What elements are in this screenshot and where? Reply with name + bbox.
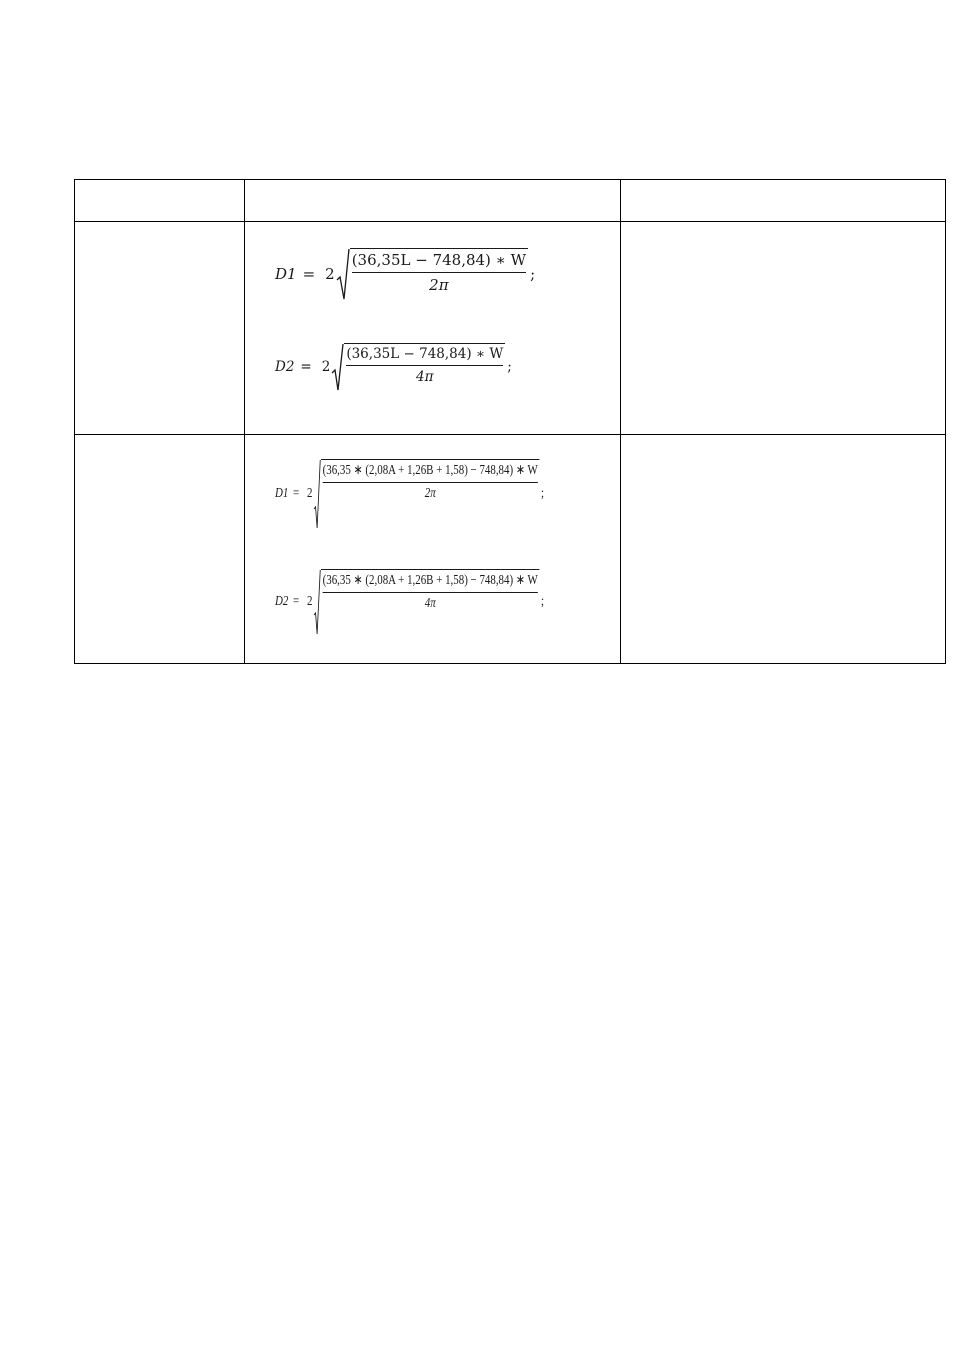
formula-lhs: D2 = bbox=[275, 359, 312, 375]
numerator: (36,35 ∗ (2,08A + 1,26B + 1,58) − 748,84) ∗ W bbox=[323, 462, 538, 483]
header-cell-1 bbox=[75, 180, 245, 222]
radical-sign-icon bbox=[331, 343, 344, 391]
fraction bbox=[321, 459, 539, 529]
formula-lhs: D1 = bbox=[275, 486, 300, 501]
row1-note-cell bbox=[620, 222, 945, 435]
radical-sign-icon bbox=[313, 459, 321, 529]
square-root bbox=[336, 248, 528, 300]
formula-d1 bbox=[275, 459, 544, 529]
formula-table bbox=[74, 179, 946, 664]
numerator: (36,35L − 748,84) ∗ W bbox=[352, 251, 526, 273]
row2-note-cell bbox=[620, 435, 945, 664]
denominator: 2π bbox=[429, 276, 449, 294]
row1-label-cell bbox=[75, 222, 245, 435]
numerator: (36,35L − 748,84) ∗ W bbox=[346, 346, 503, 366]
formula-lhs: D1 = bbox=[275, 265, 316, 283]
square-root bbox=[331, 343, 505, 391]
square-root bbox=[313, 569, 539, 635]
table-row bbox=[75, 222, 946, 435]
formula-coefficient: 2 bbox=[307, 594, 313, 609]
radical-sign-icon bbox=[336, 248, 350, 300]
denominator: 2π bbox=[424, 486, 436, 501]
header-cell-3 bbox=[620, 180, 945, 222]
radical-sign-icon bbox=[313, 569, 321, 635]
formula-coefficient: 2 bbox=[321, 359, 331, 375]
row1-formula-cell bbox=[245, 222, 621, 435]
semicolon: ; bbox=[540, 594, 544, 609]
row2-label-cell bbox=[75, 435, 245, 664]
formula-coefficient: 2 bbox=[307, 486, 313, 501]
table-row bbox=[75, 435, 946, 664]
table-header-row bbox=[75, 180, 946, 222]
formula-d1 bbox=[275, 248, 620, 300]
fraction bbox=[350, 248, 528, 300]
square-root bbox=[313, 459, 539, 529]
formula-d2 bbox=[275, 343, 620, 391]
formula-coefficient: 2 bbox=[325, 265, 335, 283]
fraction bbox=[344, 343, 505, 391]
semicolon: ; bbox=[530, 265, 536, 283]
semicolon: ; bbox=[507, 359, 512, 375]
formula-lhs: D2 = bbox=[275, 594, 300, 609]
fraction bbox=[321, 569, 539, 635]
formula-d2 bbox=[275, 569, 544, 635]
semicolon: ; bbox=[540, 486, 544, 501]
denominator: 4π bbox=[416, 369, 434, 385]
numerator: (36,35 ∗ (2,08A + 1,26B + 1,58) − 748,84) ∗ W bbox=[323, 572, 538, 593]
row2-formula-cell bbox=[245, 435, 621, 664]
header-cell-2 bbox=[245, 180, 621, 222]
denominator: 4π bbox=[424, 596, 436, 611]
